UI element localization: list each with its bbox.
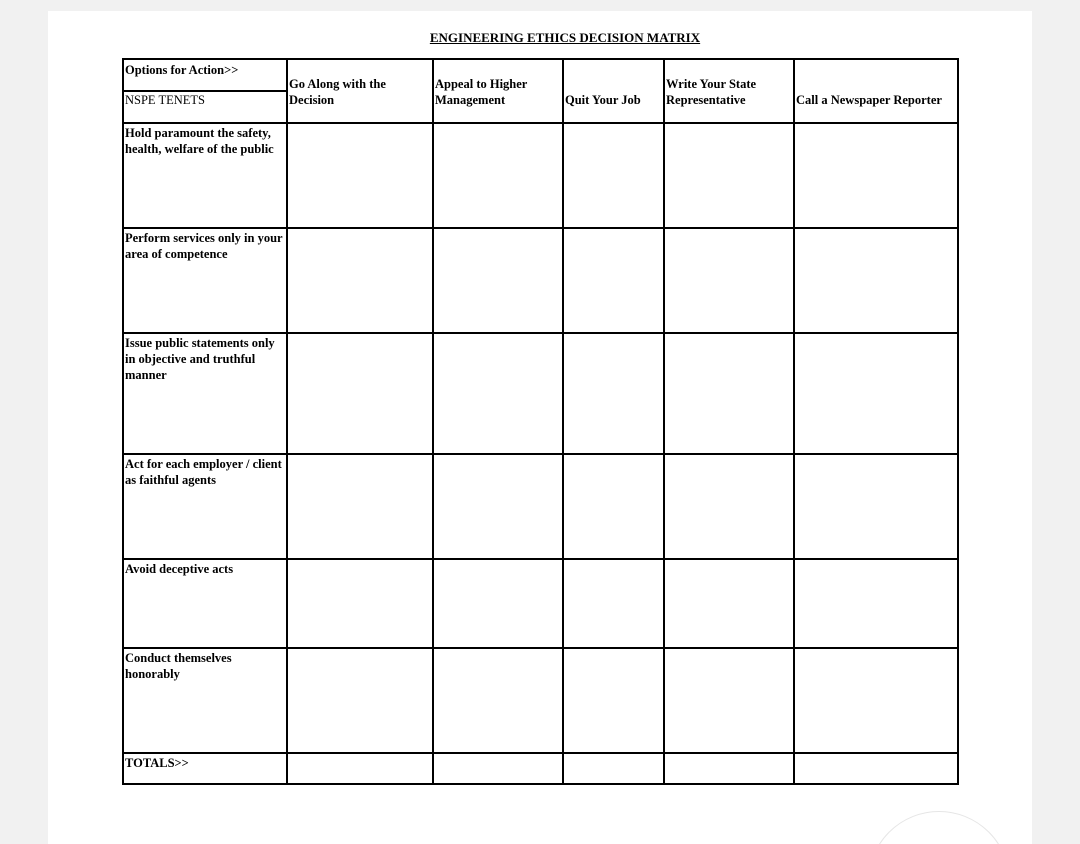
score-cell[interactable] — [794, 228, 958, 333]
viewer-top-bar — [0, 0, 1080, 9]
total-cell[interactable] — [794, 753, 958, 784]
table-row — [123, 333, 958, 454]
option-header-appeal: Appeal to Higher Management — [433, 59, 563, 123]
page-corner-overlay — [868, 811, 1010, 844]
score-cell[interactable] — [794, 333, 958, 454]
table-row — [123, 228, 958, 333]
score-cell[interactable] — [563, 333, 664, 454]
table-row — [123, 559, 958, 648]
score-cell[interactable] — [563, 123, 664, 228]
table-row — [123, 123, 958, 228]
score-cell[interactable] — [433, 123, 563, 228]
score-cell[interactable] — [287, 559, 433, 648]
score-cell[interactable] — [794, 123, 958, 228]
score-cell[interactable] — [794, 648, 958, 753]
option-header-call-reporter: Call a Newspaper Reporter — [794, 59, 958, 123]
total-cell[interactable] — [664, 753, 794, 784]
score-cell[interactable] — [287, 228, 433, 333]
option-header-quit: Quit Your Job — [563, 59, 664, 123]
score-cell[interactable] — [433, 228, 563, 333]
score-cell[interactable] — [433, 559, 563, 648]
score-cell[interactable] — [664, 123, 794, 228]
page-title: ENGINEERING ETHICS DECISION MATRIX — [429, 30, 701, 45]
totals-label: TOTALS>> — [123, 753, 287, 784]
total-cell[interactable] — [433, 753, 563, 784]
score-cell[interactable] — [433, 454, 563, 559]
score-cell[interactable] — [287, 333, 433, 454]
score-cell[interactable] — [664, 454, 794, 559]
document-page — [48, 11, 1032, 844]
score-cell[interactable] — [287, 454, 433, 559]
totals-row — [123, 753, 958, 784]
total-cell[interactable] — [287, 753, 433, 784]
score-cell[interactable] — [664, 333, 794, 454]
score-cell[interactable] — [563, 648, 664, 753]
score-cell[interactable] — [433, 333, 563, 454]
options-for-action-label: Options for Action>> — [124, 60, 286, 92]
tenet-label: Avoid deceptive acts — [123, 559, 287, 648]
score-cell[interactable] — [664, 648, 794, 753]
header-row — [123, 59, 958, 123]
decision-matrix-table — [122, 58, 959, 785]
score-cell[interactable] — [794, 559, 958, 648]
total-cell[interactable] — [563, 753, 664, 784]
score-cell[interactable] — [664, 559, 794, 648]
score-cell[interactable] — [794, 454, 958, 559]
table-row — [123, 648, 958, 753]
nspe-tenets-label: NSPE TENETS — [125, 93, 205, 107]
option-header-go-along: Go Along with the Decision — [287, 59, 433, 123]
score-cell[interactable] — [563, 559, 664, 648]
score-cell[interactable] — [563, 228, 664, 333]
score-cell[interactable] — [563, 454, 664, 559]
tenet-label: Act for each employer / client as faithful agents — [123, 454, 287, 559]
score-cell[interactable] — [287, 123, 433, 228]
tenet-label: Conduct themselves honorably — [123, 648, 287, 753]
corner-header-cell — [123, 59, 287, 123]
tenet-label: Perform services only in your area of competence — [123, 228, 287, 333]
score-cell[interactable] — [287, 648, 433, 753]
table-row — [123, 454, 958, 559]
score-cell[interactable] — [433, 648, 563, 753]
tenet-label: Issue public statements only in objective and truthful manner — [123, 333, 287, 454]
score-cell[interactable] — [664, 228, 794, 333]
option-header-write-rep: Write Your State Representative — [664, 59, 794, 123]
tenet-label: Hold paramount the safety, health, welfare of the public — [123, 123, 287, 228]
